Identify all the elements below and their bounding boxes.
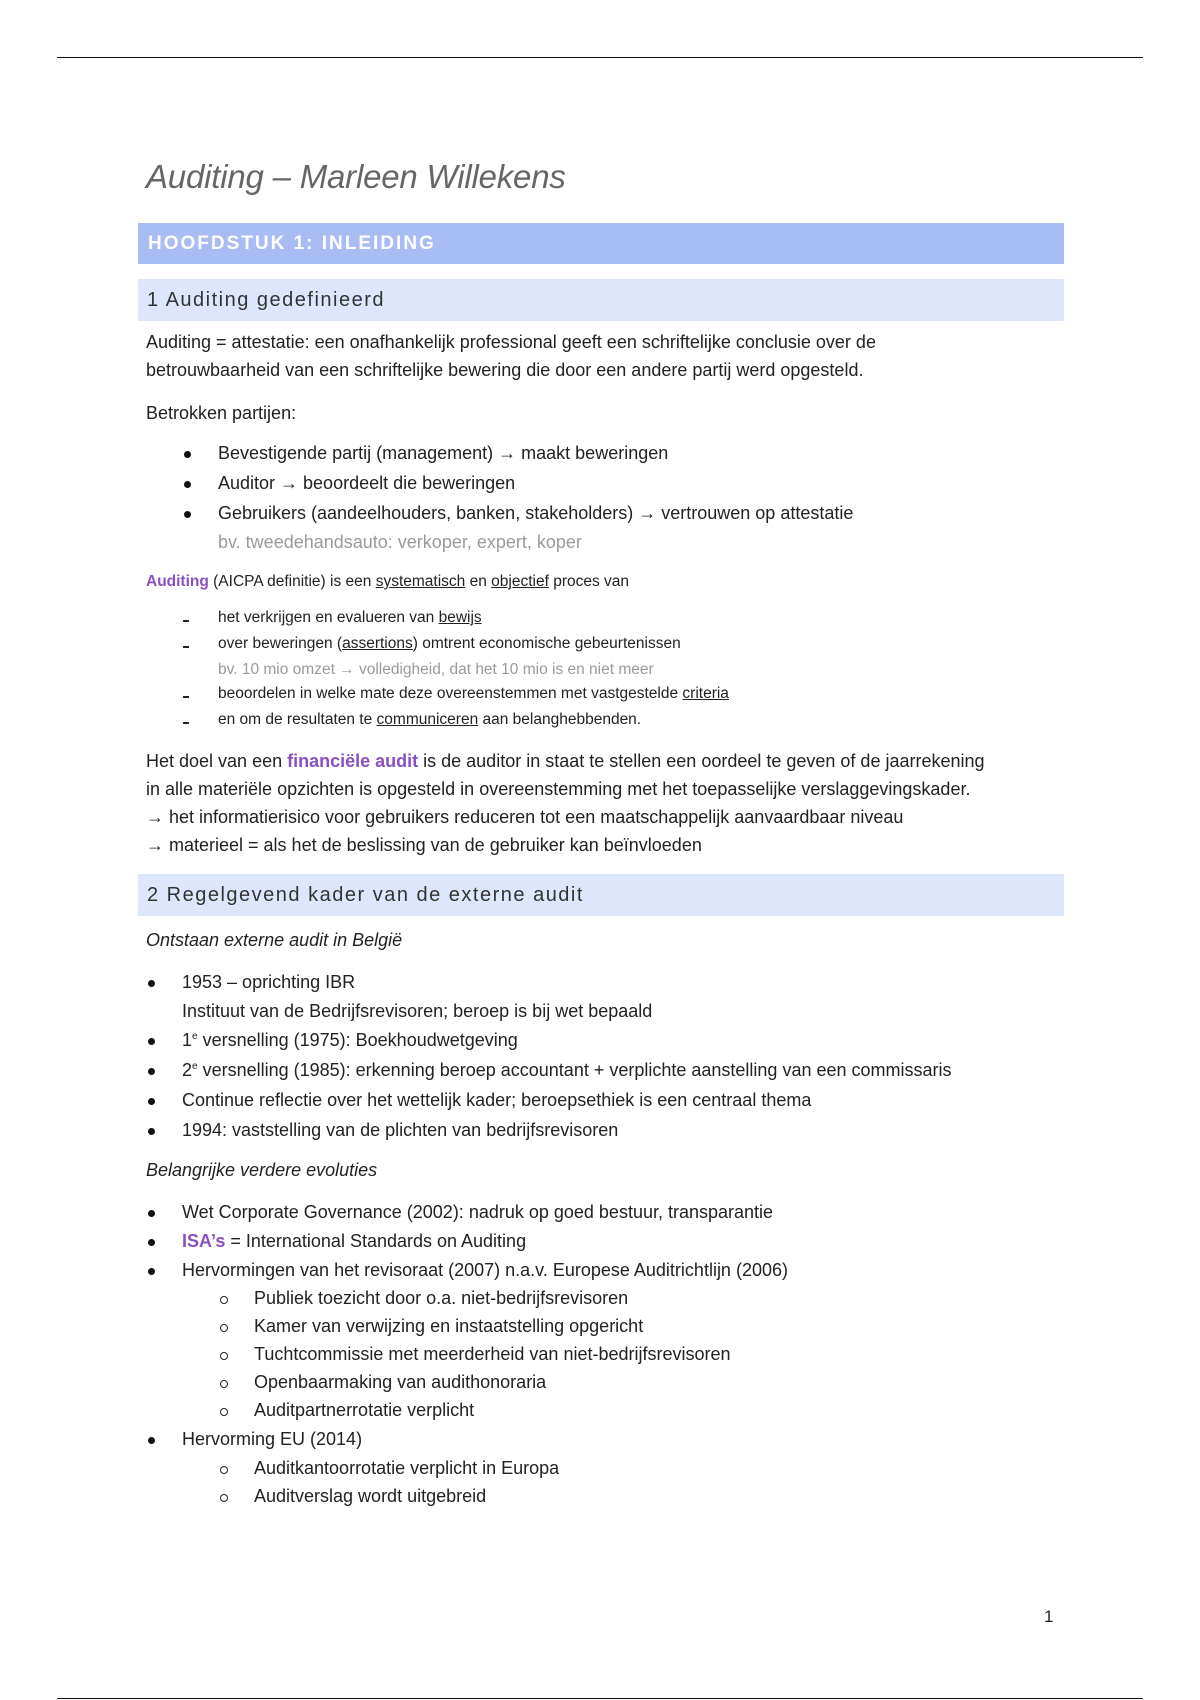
goal-line-1 <box>146 751 985 772</box>
aicpa-item-text: over beweringen ( <box>218 635 343 652</box>
aicpa-item-text: en om de resultaten te <box>218 711 377 728</box>
bullet-icon <box>148 1239 155 1246</box>
history-superscript: e <box>192 1061 198 1072</box>
aicpa-item <box>218 711 641 729</box>
evolution-subitem: Publiek toezicht door o.a. niet-bedrijfsrevisoren <box>254 1288 629 1308</box>
goal-line-2: in alle materiële opzichten is opgesteld in overeenstemming met het toepasselijke verslaggevingskader. <box>146 779 971 799</box>
goal-text: is de auditor in staat te stellen een oordeel te geven of de jaarrekening <box>418 751 985 771</box>
circle-bullet-icon <box>220 1352 228 1360</box>
document-title: Auditing – Marleen Willekens <box>146 158 566 195</box>
parties-label: Betrokken partijen: <box>146 403 297 423</box>
bullet-icon <box>184 451 191 458</box>
header-rule <box>57 57 1143 58</box>
history-item: 1994: vaststelling van de plichten van bedrijfsrevisoren <box>182 1120 619 1140</box>
definition-line-2: betrouwbaarheid van een schriftelijke bewering die door een andere partij werd opgesteld. <box>146 360 864 380</box>
history-item: 1953 – oprichting IBR <box>182 972 356 992</box>
dash-icon <box>183 646 189 648</box>
bullet-icon <box>148 980 155 987</box>
evolution-subitem: Kamer van verwijzing en instaatstelling opgericht <box>254 1316 644 1336</box>
circle-bullet-icon <box>220 1408 228 1416</box>
aicpa-item <box>218 635 681 653</box>
evolution-item: Hervorming EU (2014) <box>182 1429 363 1449</box>
circle-bullet-icon <box>220 1466 228 1474</box>
party-item: Bevestigende partij (management) → maakt beweringen <box>218 443 669 463</box>
aicpa-text: proces van <box>548 573 630 590</box>
aicpa-item-underlined: assertions <box>342 635 413 652</box>
aicpa-item-text: aan belanghebbenden. <box>478 711 642 728</box>
evolution-text: = International Standards on Auditing <box>225 1231 527 1251</box>
dash-icon <box>183 620 189 622</box>
history-number: 1 <box>182 1030 193 1050</box>
goal-text: Het doel van een <box>146 751 288 771</box>
party-item: Gebruikers (aandeelhouders, banken, stakeholders) → vertrouwen op attestatie <box>218 503 854 523</box>
evolution-item <box>182 1231 526 1252</box>
aicpa-item-underlined: communiceren <box>376 711 479 728</box>
subheading-evolutions: Belangrijke verdere evoluties <box>146 1160 378 1180</box>
goal-line-4: → materieel = als het de beslissing van de gebruiker kan beïnvloeden <box>146 835 702 855</box>
goal-term: financiële audit <box>287 751 419 771</box>
aicpa-text: (AICPA definitie) is een <box>208 573 376 590</box>
circle-bullet-icon <box>220 1296 228 1304</box>
bullet-icon <box>148 1268 155 1275</box>
history-item <box>182 1030 518 1051</box>
parties-example: bv. tweedehandsauto: verkoper, expert, koper <box>218 532 582 552</box>
history-number: 2 <box>182 1060 193 1080</box>
subheading-origin: Ontstaan externe audit in België <box>146 930 403 950</box>
aicpa-text: en <box>465 573 492 590</box>
dash-icon <box>183 696 189 698</box>
bullet-icon <box>184 511 191 518</box>
aicpa-underlined: objectief <box>491 573 549 590</box>
section-2-heading: 2 Regelgevend kader van de externe audit <box>138 874 1064 916</box>
history-text: versnelling (1975): Boekhoudwetgeving <box>197 1030 518 1050</box>
evolution-item: Wet Corporate Governance (2002): nadruk op goed bestuur, transparantie <box>182 1202 774 1222</box>
party-item: Auditor → beoordeelt die beweringen <box>218 473 516 493</box>
definition-line-1: Auditing = attestatie: een onafhankelijk professional geeft een schriftelijke conclusie over de <box>146 332 876 352</box>
history-item: Continue reflectie over het wettelijk kader; beroepsethiek is een centraal thema <box>182 1090 812 1110</box>
aicpa-term: Auditing <box>146 573 209 590</box>
section-1-heading: 1 Auditing gedefinieerd <box>138 279 1064 321</box>
isa-term: ISA’s <box>182 1231 226 1251</box>
aicpa-item-text: beoordelen in welke mate deze overeenstemmen met vastgestelde <box>218 685 683 702</box>
dash-icon <box>183 722 189 724</box>
bullet-icon <box>148 1210 155 1217</box>
chapter-heading: HOOFDSTUK 1: INLEIDING <box>138 223 1064 264</box>
circle-bullet-icon <box>220 1380 228 1388</box>
aicpa-item-text: ) omtrent economische gebeurtenissen <box>412 635 681 652</box>
history-superscript: e <box>192 1031 198 1042</box>
evolution-subitem: Tuchtcommissie met meerderheid van niet-bedrijfsrevisoren <box>254 1344 731 1364</box>
aicpa-item-underlined: bewijs <box>438 609 482 626</box>
aicpa-item-text: het verkrijgen en evalueren van <box>218 609 439 626</box>
aicpa-item <box>218 609 482 627</box>
evolution-subitem: Auditkantoorrotatie verplicht in Europa <box>254 1458 560 1478</box>
history-item <box>182 1060 952 1081</box>
bullet-icon <box>148 1068 155 1075</box>
aicpa-item <box>218 685 729 703</box>
bullet-icon <box>148 1437 155 1444</box>
evolution-subitem: Auditpartnerrotatie verplicht <box>254 1400 475 1420</box>
history-text: versnelling (1985): erkenning beroep accountant + verplichte aanstelling van een commissaris <box>197 1060 952 1080</box>
page-number: 1 <box>1044 1607 1054 1626</box>
circle-bullet-icon <box>220 1324 228 1332</box>
history-item-detail: Instituut van de Bedrijfsrevisoren; beroep is bij wet bepaald <box>182 1001 653 1021</box>
circle-bullet-icon <box>220 1494 228 1502</box>
aicpa-definition <box>146 573 629 591</box>
evolution-item: Hervormingen van het revisoraat (2007) n.a.v. Europese Auditrichtlijn (2006) <box>182 1260 788 1280</box>
bullet-icon <box>148 1098 155 1105</box>
evolution-subitem: Auditverslag wordt uitgebreid <box>254 1486 487 1506</box>
bullet-icon <box>148 1038 155 1045</box>
evolution-subitem: Openbaarmaking van audithonoraria <box>254 1372 547 1392</box>
aicpa-example: bv. 10 mio omzet → volledigheid, dat het 10 mio is en niet meer <box>218 661 654 678</box>
aicpa-underlined: systematisch <box>375 573 466 590</box>
bullet-icon <box>184 481 191 488</box>
footer-rule <box>57 1698 1143 1699</box>
aicpa-item-underlined: criteria <box>682 685 729 702</box>
bullet-icon <box>148 1128 155 1135</box>
goal-line-3: → het informatierisico voor gebruikers reduceren tot een maatschappelijk aanvaardbaar niveau <box>146 807 904 827</box>
